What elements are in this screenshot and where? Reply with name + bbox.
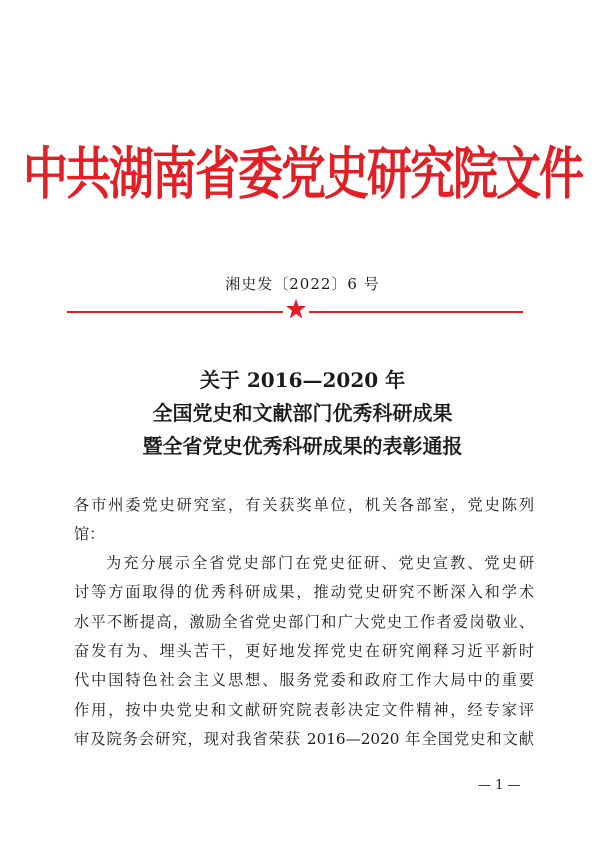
document-number: 湘史发〔2022〕6 号 xyxy=(225,275,380,293)
addressee-line: 馆： xyxy=(74,525,105,543)
paragraph-line: 代中国特色社会主义思想、服务党委和政府工作大局中的重要 xyxy=(74,671,534,689)
page-number: — 1 — xyxy=(478,778,521,793)
red-divider-right xyxy=(309,311,523,313)
red-star-icon xyxy=(285,298,307,320)
paragraph-line: 水平不断提高，激励全省党史部门和广大党史工作者爱岗敬业、 xyxy=(74,613,534,631)
subject-line-1: 关于 2016—2020 年 xyxy=(199,368,406,392)
addressee-line: 各市州委党史研究室，有关获奖单位，机关各部室，党史陈列 xyxy=(74,496,534,514)
document-header-title: 中共湖南省委党史研究院文件 xyxy=(22,140,582,207)
paragraph-line: 为充分展示全省党史部门在党史征研、党史宣教、党史研 xyxy=(106,554,534,572)
subject-line-3: 暨全省党史优秀科研成果的表彰通报 xyxy=(142,434,463,458)
paragraph-line: 奋发有为、埋头苦干，更好地发挥党史在研究阐释习近平新时 xyxy=(74,642,534,660)
subject-line-2: 全国党史和文献部门优秀科研成果 xyxy=(152,401,453,425)
red-divider-left xyxy=(67,311,283,313)
paragraph-line: 讨等方面取得的优秀科研成果，推动党史研究不断深入和学术 xyxy=(74,583,534,601)
paragraph-line: 作用，按中央党史和文献研究院表彰决定文件精神，经专家评 xyxy=(74,701,534,719)
paragraph-line: 审及院务会研究，现对我省荣获 2016—2020 年全国党史和文献 xyxy=(74,730,534,748)
